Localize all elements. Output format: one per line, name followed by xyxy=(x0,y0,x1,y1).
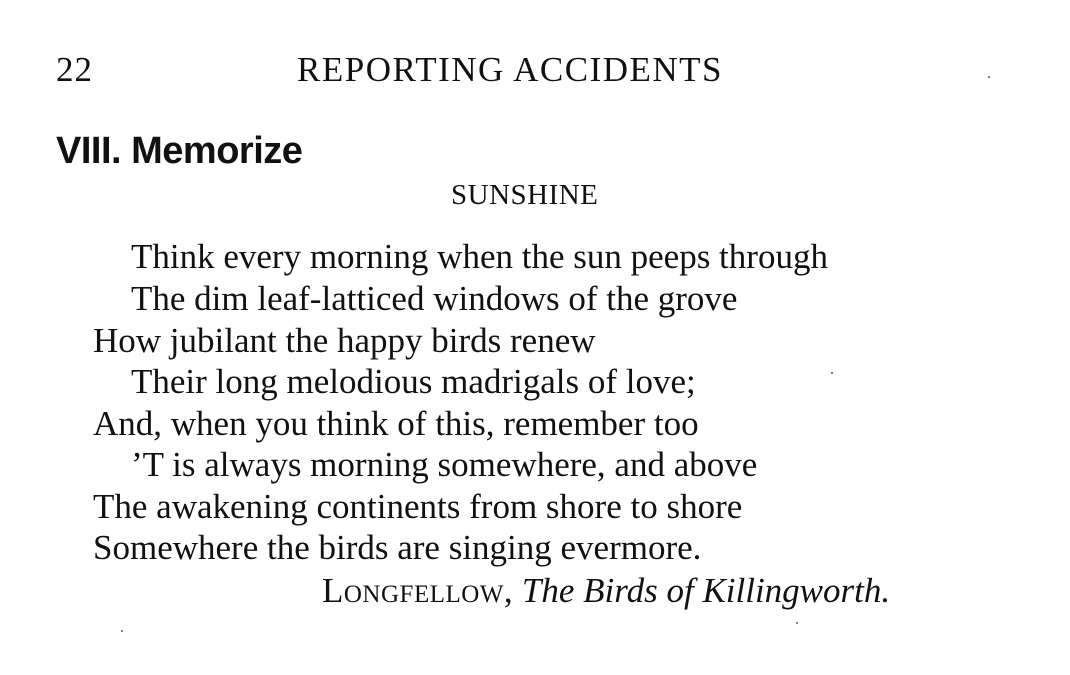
poem-line: ’T is always morning somewhere, and above xyxy=(131,445,758,484)
poem-attribution xyxy=(322,571,890,611)
scan-speck xyxy=(121,630,123,632)
section-heading: VIII. Memorize xyxy=(56,130,303,172)
poem-line: The dim leaf-latticed windows of the grove xyxy=(131,279,738,318)
running-head: REPORTING ACCIDENTS xyxy=(297,50,724,89)
scan-speck xyxy=(831,372,833,374)
poem-title: SUNSHINE xyxy=(451,179,599,211)
attribution-work: The Birds of Killingworth. xyxy=(521,571,891,610)
poem-line: Their long melodious madrigals of love; xyxy=(131,362,696,401)
page-number: 22 xyxy=(56,50,93,89)
poem-line: The awakening continents from shore to shore xyxy=(93,487,743,526)
poem-line: Think every morning when the sun peeps through xyxy=(131,237,828,276)
scan-speck xyxy=(796,622,798,624)
scan-speck xyxy=(988,76,990,78)
poem-line: And, when you think of this, remember too xyxy=(93,404,699,443)
attribution-author: Longfellow, xyxy=(322,571,514,610)
poem-line: How jubilant the happy birds renew xyxy=(93,321,596,360)
poem-line: Somewhere the birds are singing evermore. xyxy=(93,528,702,567)
